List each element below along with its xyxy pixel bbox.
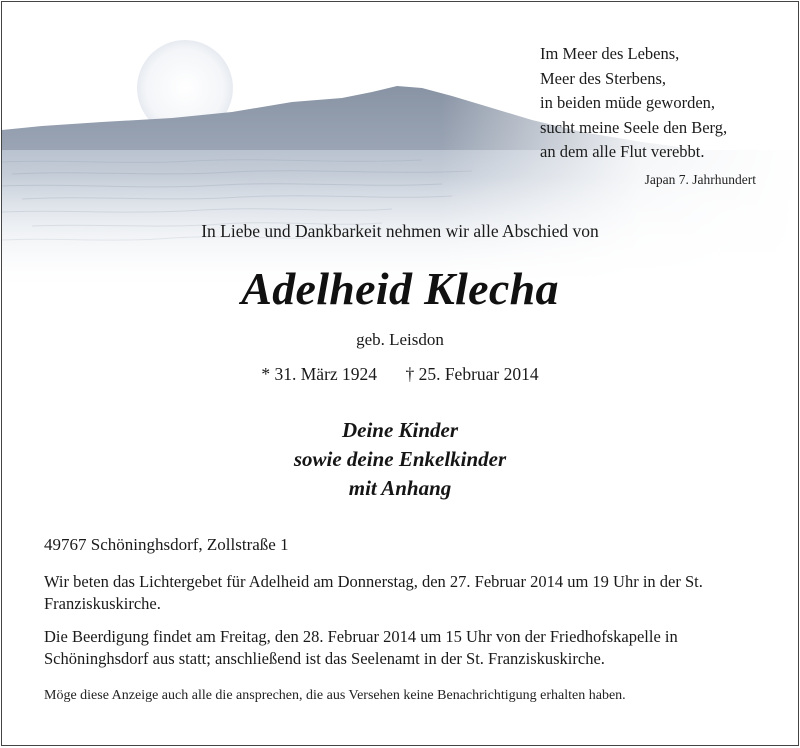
birth-date: * 31. März 1924	[261, 364, 378, 384]
intro-text: In Liebe und Dankbarkeit nehmen wir alle Abschied von	[201, 221, 599, 241]
mourner-line: mit Anhang	[348, 476, 452, 500]
mourner-line: sowie deine Enkelkinder	[293, 447, 507, 471]
mourners	[2, 416, 798, 503]
notification-note: Möge diese Anzeige auch alle die ansprechen, die aus Versehen keine Benachrichtigung erhalten haben.	[44, 688, 626, 703]
funeral-paragraph: Die Beerdigung findet am Freitag, den 28. Februar 2014 um 15 Uhr von der Friedhofskapelle in Schöninghsdorf aus statt; anschließend ist das Seelenamt in der St. Franziskuskirche.	[44, 627, 678, 668]
address: 49767 Schöninghsdorf, Zollstraße 1	[44, 535, 289, 554]
mourner-line: Deine Kinder	[341, 418, 459, 442]
prayer-paragraph: Wir beten das Lichtergebet für Adelheid am Donnerstag, den 27. Februar 2014 um 19 Uhr in der St. Franziskuskirche.	[44, 572, 703, 613]
poem-line: Meer des Sterbens,	[540, 68, 667, 88]
deceased-name: Adelheid Klecha	[241, 263, 559, 314]
obituary-notice	[1, 1, 799, 746]
poem-line: an dem alle Flut verebbt.	[540, 142, 705, 161]
poem-line: Im Meer des Lebens,	[540, 44, 680, 63]
death-date: † 25. Februar 2014	[405, 364, 539, 384]
life-dates	[2, 364, 798, 385]
poem-line: in beiden müde geworden,	[540, 93, 716, 112]
poem-line: sucht meine Seele den Berg,	[540, 117, 728, 137]
poem-source: Japan 7. Jahrhundert	[644, 172, 756, 187]
poem	[540, 42, 727, 165]
maiden-name: geb. Leisdon	[356, 330, 444, 349]
